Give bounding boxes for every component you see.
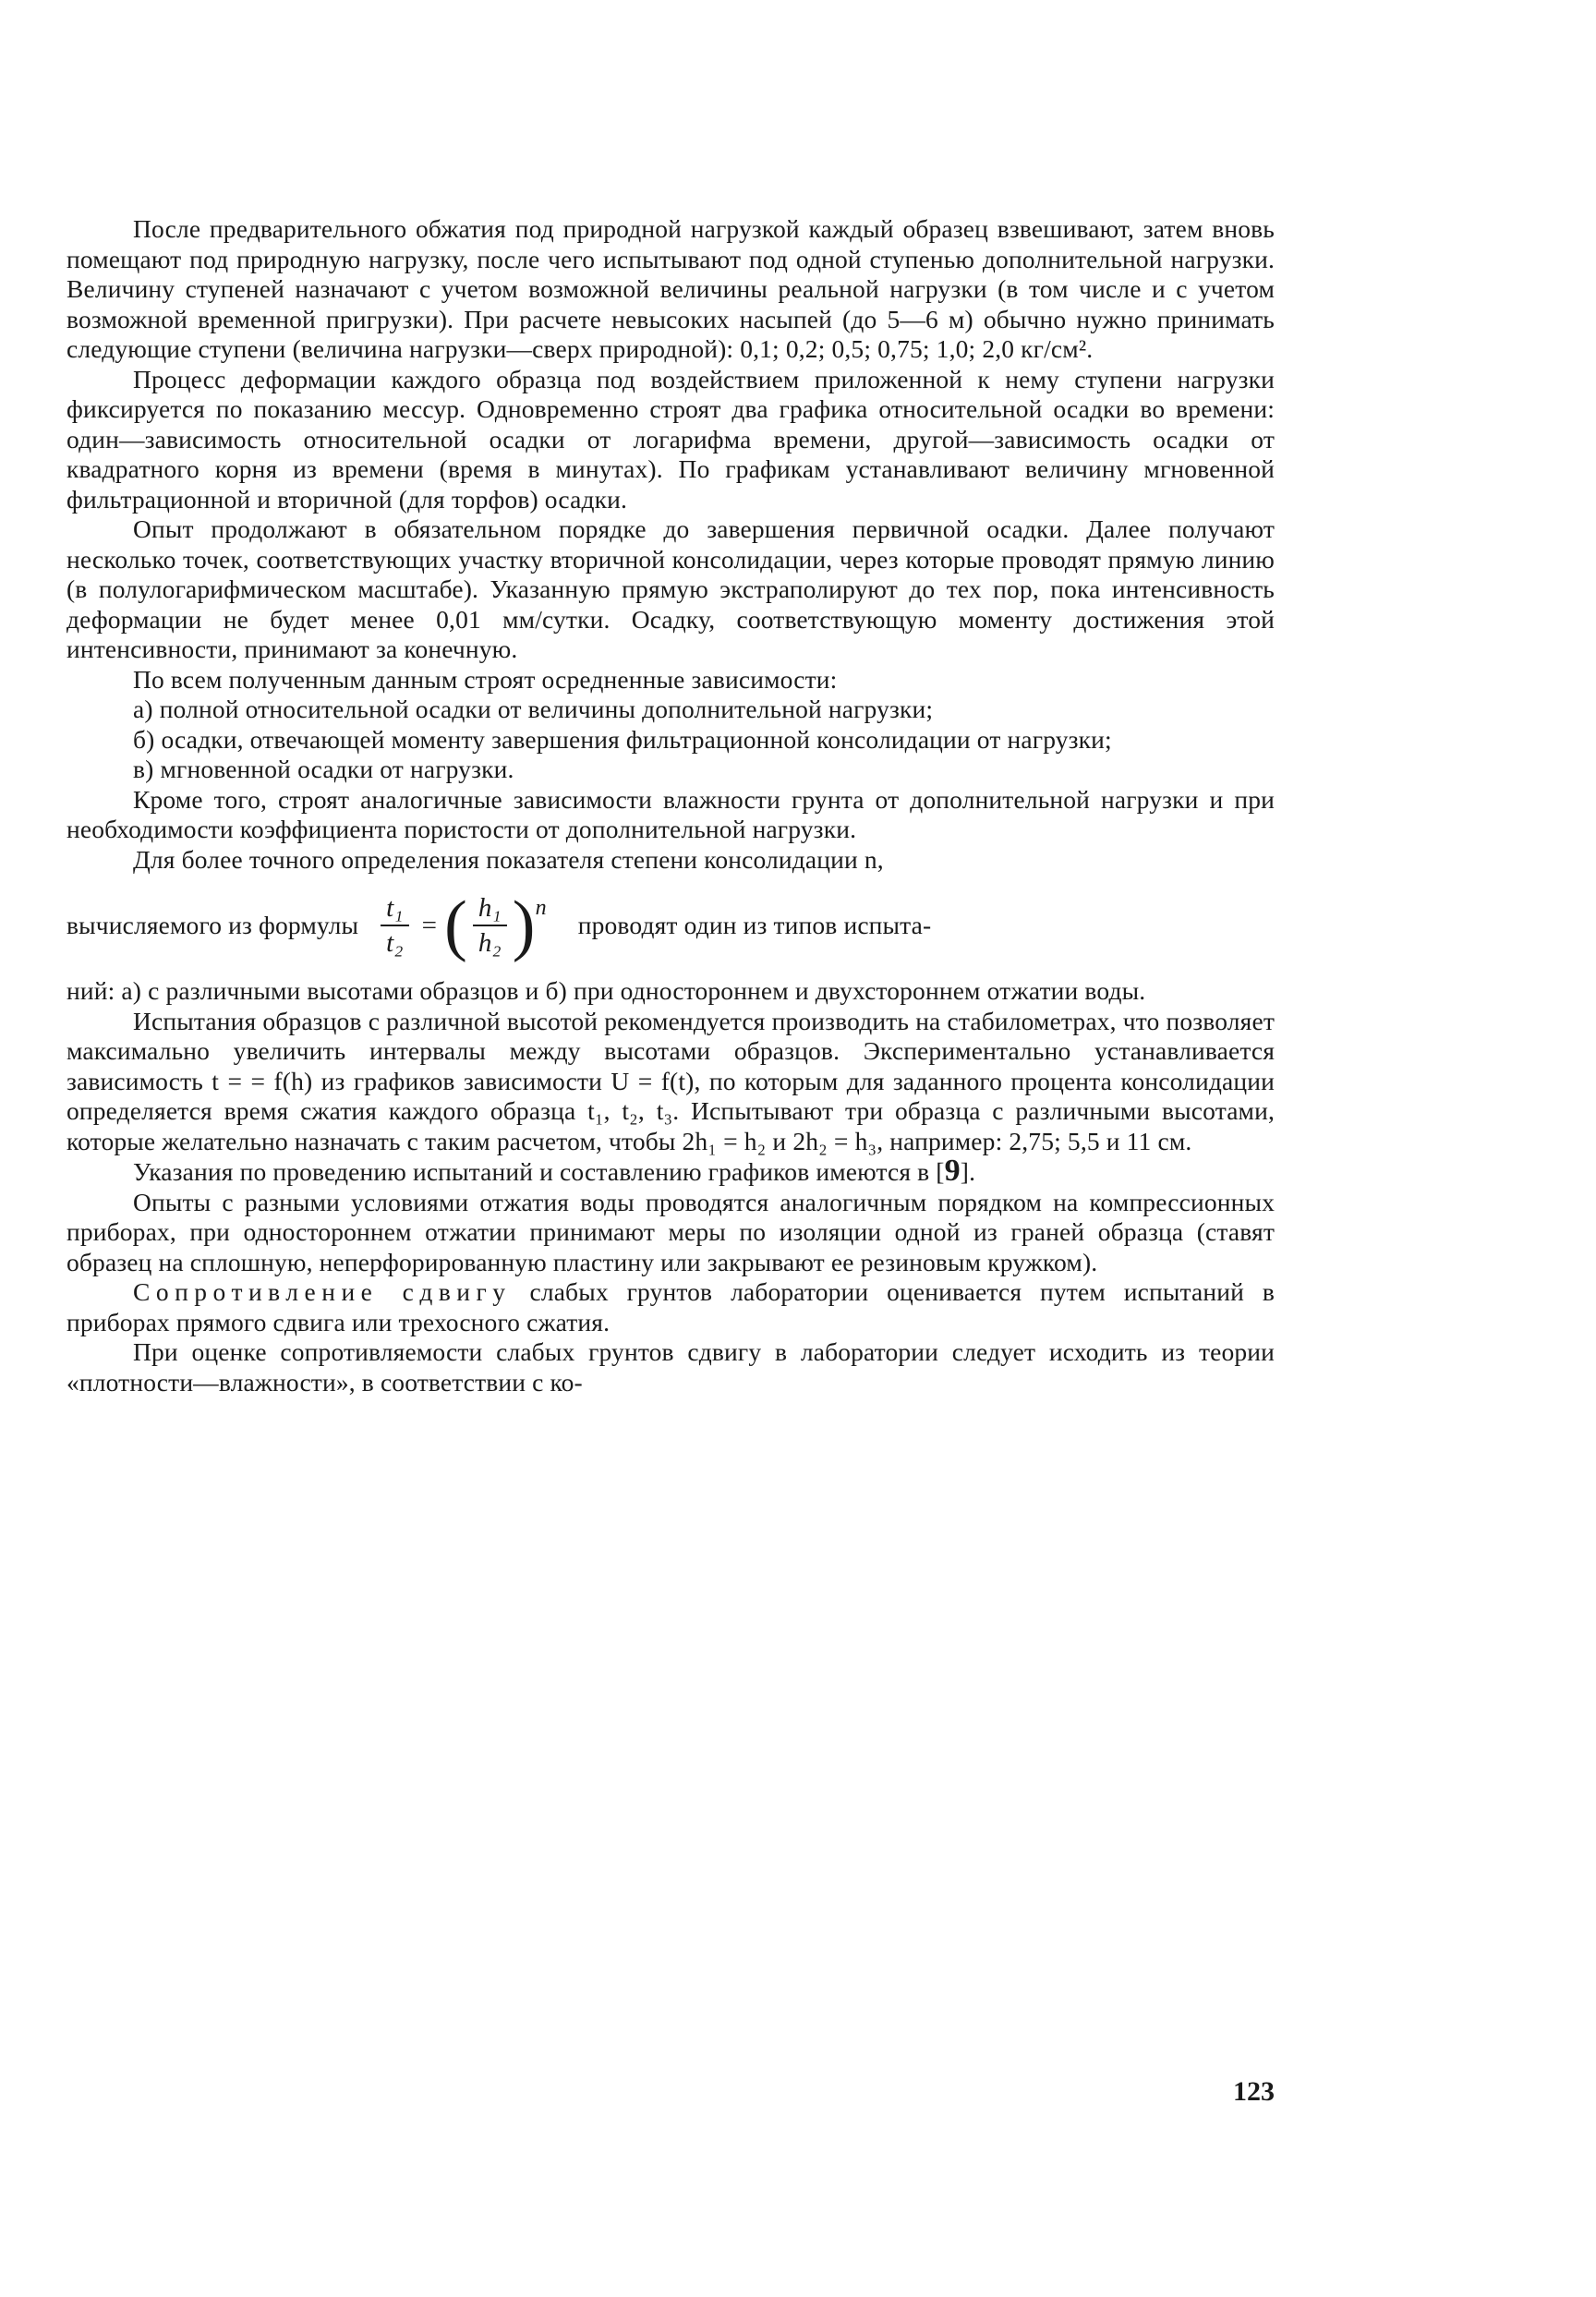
reference-number: 9 (944, 1154, 961, 1188)
paragraph: По всем полученным данным строят осредненные зависимости: (133, 664, 838, 694)
time-denominator: t₂ (386, 928, 404, 958)
page-number: 123 (1233, 2076, 1275, 2107)
right-paren: ) (512, 888, 536, 963)
formula-lead-text: вычисляемого из формулы (66, 910, 359, 939)
height-numerator: h₁ (473, 893, 507, 927)
spaced-heading-text: Сопротивление сдвигу (133, 1277, 512, 1306)
paragraph: Для более точного определения показателя степени консолидации n, (133, 844, 884, 874)
paragraph-continuation: ний: а) с различными высотами образцов и б) при одностороннем и двухстороннем отжатии воды. (66, 976, 1146, 1005)
paragraph-section-lead (66, 1277, 1275, 1337)
list-item-b: б) осадки, отвечающей моменту завершения фильтрационной консолидации от нагрузки; (133, 724, 1112, 754)
paragraph: Опыт продолжают в обязательном порядке до завершения первичной осадки. Далее получают несколько точек, соответствующих участку вторичной консолидации, через которые проводят прямую линию (в полулогарифмическом масштабе). Указанную прямую экстраполируют до тех пор, пока интенсивность деформации не будет менее 0,01 мм/сутки. Осадку, соответствующую моменту достижения этой интенсивности, принимают за конечную. (66, 514, 1275, 663)
reference-close: ]. (960, 1157, 976, 1186)
section-lead-rest: слабых грунтов лаборатории оценивается путем испытаний в приборах прямого сдвига или трехосного сжатия. (66, 1277, 1275, 1336)
paragraph: При оценке сопротивляемости слабых грунтов сдвигу в лаборатории следует исходить из теории «плотности—влажности», в соответствии с ко- (66, 1337, 1275, 1396)
paragraph-with-reference (66, 1156, 1275, 1188)
list-item-a: а) полной относительной осадки от величины дополнительной нагрузки; (133, 695, 934, 723)
height-ratio (473, 893, 507, 959)
formula-trail-text: проводят один из типов испыта- (577, 910, 932, 939)
time-numerator: t₁ (381, 893, 408, 927)
left-paren: ( (444, 888, 467, 963)
paragraph: После предварительного обжатия под природной нагрузкой каждый образец взвешивают, затем вновь помещают под природную нагрузку, после чего испытывают под одной ступенью дополнительной нагрузки. Величину ступеней назначают с учетом возможной величины реальной нагрузки (в том числе и с учетом возможной временной пригрузки). При расчете невысоких насыпей (до 5—6 м) обычно нужно принимать следующие ступени (величина нагрузки—сверх природной): 0,1; 0,2; 0,5; 0,75; 1,0; 2,0 кг/см². (66, 214, 1275, 363)
list-item-c: в) мгновенной осадки от нагрузки. (133, 755, 514, 783)
paragraph: Испытания образцов с различной высотой рекомендуется производить на стабилометрах, что позволяет максимально увеличить интервалы между высотами образцов. Экспериментально устанавливается зависимость t = = f(h) из графиков зависимости U = f(t), по которым для заданного процента консолидации определяется время сжатия каждого образца t₁, t₂, t₃. Испытывают три образца с различными высотами, которые желательно назначать с таким расчетом, чтобы 2h₁ = h₂ и 2h₂ = h₃, например: 2,75; 5,5 и 11 см. (66, 1006, 1275, 1155)
consolidation-formula (375, 888, 547, 963)
height-denominator: h₂ (478, 928, 502, 958)
body-text (66, 214, 1275, 1397)
paragraph: Процесс деформации каждого образца под воздействием приложенной к нему ступени нагрузки фиксируется по показанию мессур. Одновременно строят два графика относительной осадки во времени: один—зависимость относительной осадки от логарифма времени, другой—зависимость осадки от квадратного корня из времени (время в минутах). По графикам устанавливают величину мгновенной фильтрационной и вторичной (для торфов) осадки. (66, 364, 1275, 514)
reference-lead: Указания по проведению испытаний и составлению графиков имеются в [ (133, 1157, 945, 1186)
paragraph: Кроме того, строят аналогичные зависимости влажности грунта от дополнительной нагрузки и при необходимости коэффициента пористости от дополнительной нагрузки. (66, 784, 1275, 843)
paragraph: Опыты с разными условиями отжатия воды проводятся аналогичным порядком на компрессионных приборах, при одностороннем отжатии принимают меры по изоляции одной из граней образца (ставят образец на сплошную, неперфорированную пластину или закрывают ее резиновым кружком). (66, 1187, 1275, 1276)
equals-sign: = (421, 910, 438, 940)
formula-line (66, 875, 1275, 976)
formula-exponent: n (535, 896, 547, 920)
time-ratio (381, 893, 408, 959)
